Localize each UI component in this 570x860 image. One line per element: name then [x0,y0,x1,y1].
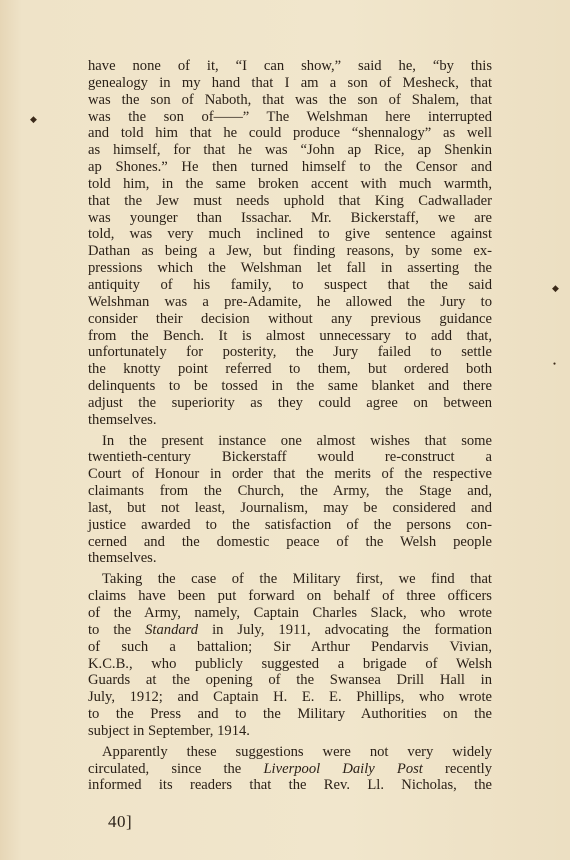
text-line: of such a battalion; Sir Arthur Pendarvis Vivian, [88,638,492,655]
text-line: Apparently these suggestions were not very widely [102,743,492,760]
text-line: themselves. [88,411,157,428]
text-line: informed its readers that the Rev. Ll. Nicholas, the [88,777,492,794]
text-line: adjust the superiority as they could agree on between [88,394,492,411]
text-line: Dathan as being a Jew, but finding reasons, by some ex- [88,243,492,260]
text-line: the knotty point referred to them, but ordered both [88,361,492,378]
text-line: justice awarded to the satisfaction of the persons con- [88,516,492,533]
text-line: from the Bench. It is almost unnecessary to add that, [88,327,492,344]
text-line: cerned and the domestic peace of the Welsh people [88,533,492,550]
text-line: antiquity of his family, to suspect that the said [88,276,492,293]
text-line: K.C.B., who publicly suggested a brigade of Welsh [88,655,492,672]
margin-speck: ◆ [30,114,37,124]
text-line: told, was very much inclined to give sentence against [88,226,492,243]
text-line: was the son of——” The Welshman here interrupted [88,108,492,125]
paragraph-4 [88,744,492,795]
text-line: of the Army, namely, Captain Charles Slack, who wrote [88,605,492,621]
text-line: delinquents to be tossed in the same blanket and there [88,378,492,395]
text-line: to the Press and to the Military Authorities on the [88,706,492,723]
text-line: was the son of Naboth, that was the son of Shalem, that [88,91,492,108]
text-line: Court of Honour in order that the merits of the respective [88,466,492,483]
text-line: as himself, for that he was “John ap Rice, ap Shenkin [88,142,492,159]
paragraph-2 [88,433,492,568]
text-line: last, but not least, Journalism, may be considered and [88,499,492,516]
body-text [88,58,492,798]
text-line: ap Shones.” He then turned himself to the Censor and [88,159,492,176]
text-line: and told him that he could produce “shennalogy” as well [88,125,492,142]
text-line: twentieth-century Bickerstaff would re-construct a [88,449,492,466]
text-line: July, 1912; and Captain H. E. E. Phillips, who wrote [88,689,492,706]
margin-speck: ● [553,362,557,367]
text-line: In the present instance one almost wishes that some [102,432,492,449]
text-line: consider their decision without any previous guidance [88,310,492,327]
margin-speck: ◆ [552,283,559,293]
text-line: Taking the case of the Military first, we find that [102,571,492,588]
text-line: themselves. [88,550,157,567]
text-line: that the Jew must needs uphold that King Cadwallader [88,192,492,209]
text-line: pressions which the Welshman let fall in asserting the [88,260,492,277]
text-line: Guards at the opening of the Swansea Drill Hall in [88,672,492,689]
text-line: claimants from the Church, the Army, the Stage and, [88,483,492,500]
paragraph-3 [88,571,492,739]
text-line: subject in September, 1914. [88,722,250,739]
text-line: have none of it, “I can show,” said he, “by this [88,58,492,74]
text-line: claims have been put forward on behalf of three officers [88,588,492,605]
page-number: 40] [108,812,133,831]
text-line: unfortunately for posterity, the Jury failed to settle [88,344,492,361]
text-line: circulated, since the Liverpool Daily Post recently [88,760,493,777]
text-line: to the Standard in July, 1911, advocating the formation [88,621,492,638]
text-line: Welshman was a pre-Adamite, he allowed the Jury to [88,293,492,310]
text-line: genealogy in my hand that I am a son of Mesheck, that [88,74,492,91]
text-line: told him, in the same broken accent with much warmth, [88,175,492,192]
paragraph-1 [88,58,492,429]
text-line: was younger than Issachar. Mr. Bickerstaff, we are [88,209,492,226]
